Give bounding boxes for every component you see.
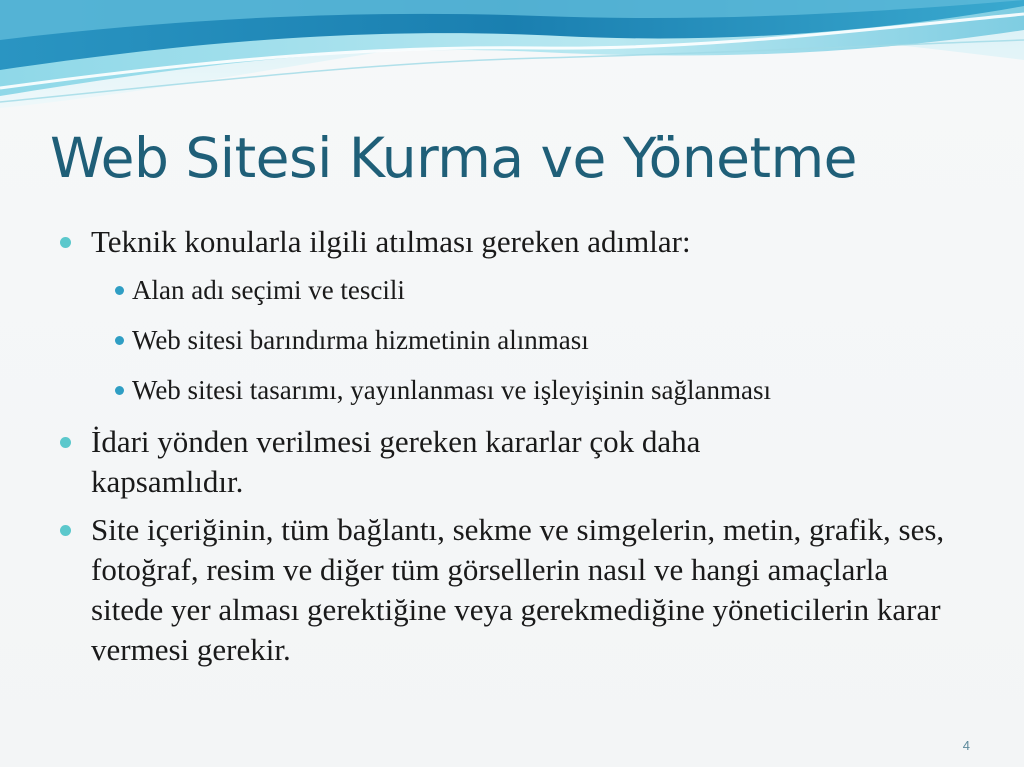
sub-bullet-item [91, 272, 978, 308]
bullet-item [58, 510, 978, 670]
sub-bullet-list [91, 272, 978, 408]
bullet-text: Teknik konularla ilgili atılması gereken adımlar: [91, 224, 691, 259]
bullet-dot-icon [60, 525, 71, 536]
bullet-text: İdari yönden verilmesi gereken kararlar çok daha kapsamlıdır. [91, 424, 701, 499]
header-wave-decoration [0, 0, 1024, 120]
sub-bullet-item [91, 322, 978, 358]
bullet-item [58, 422, 978, 502]
bullet-item [58, 222, 978, 408]
sub-bullet-text: Alan adı seçimi ve tescili [132, 275, 405, 305]
slide-title: Web Sitesi Kurma ve Yönetme [50, 126, 857, 190]
page-number: 4 [962, 738, 970, 753]
bullet-dot-icon [60, 437, 71, 448]
sub-bullet-dot-icon [115, 336, 124, 345]
sub-bullet-item [91, 372, 978, 408]
sub-bullet-text: Web sitesi barındırma hizmetinin alınması [132, 325, 589, 355]
sub-bullet-dot-icon [115, 386, 124, 395]
bullet-dot-icon [60, 237, 71, 248]
sub-bullet-text: Web sitesi tasarımı, yayınlanması ve işleyişinin sağlanması [132, 375, 771, 405]
sub-bullet-dot-icon [115, 286, 124, 295]
bullet-text: Site içeriğinin, tüm bağlantı, sekme ve simgelerin, metin, grafik, ses, fotoğraf, resim ve diğer tüm görsellerin nasıl ve hangi amaçlarla sitede yer alması gerektiğine veya gerekmediğine yöneticilerin karar vermesi gerekir. [91, 512, 945, 667]
bullet-list [58, 222, 978, 678]
